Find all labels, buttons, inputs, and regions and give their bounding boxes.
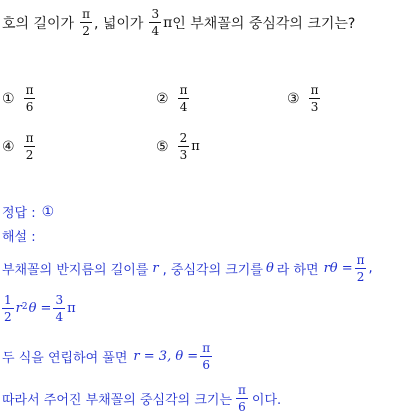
choice-3[interactable] <box>287 84 322 113</box>
variable-r: r <box>15 301 22 316</box>
solution-line-1: 부채꼴의 반지름의 길이를 r , 중심각의 크기를 θ 라 하면 rθ = $\frac{\pi}{2}$ , <box>2 253 373 284</box>
choice-number: ③ <box>287 90 300 107</box>
answer-line <box>2 202 54 221</box>
solution-line-3 <box>2 342 214 371</box>
answer-value: ① <box>41 203 55 220</box>
question-line <box>2 8 355 37</box>
solution-text: , 중심각의 크기를 <box>162 263 263 278</box>
choice-fraction: $\frac{2}{3}$ <box>179 131 188 162</box>
solution-text: 따라서 주어진 부채꼴의 중심각의 크기는 <box>2 393 233 408</box>
choice-fraction: $\frac{\pi}{6}$ <box>25 83 34 114</box>
pi-symbol: π <box>67 301 76 316</box>
choice-fraction: $\frac{\pi}{2}$ <box>25 131 34 162</box>
solution-text: 두 식을 연립하여 풀면 <box>2 351 128 366</box>
choice-number: ④ <box>2 138 15 155</box>
arc-length-fraction: $\frac{\pi}{2}$ <box>82 7 90 38</box>
choice-2[interactable] <box>156 84 191 113</box>
variable-r: r <box>152 261 159 276</box>
choice-5[interactable] <box>156 132 200 161</box>
question-text-1: 호의 길이가 <box>2 15 75 32</box>
area-fraction: $\frac{3}{4}$ <box>151 7 160 38</box>
exponent: 2 <box>21 301 28 312</box>
choice-1[interactable] <box>2 84 37 113</box>
choice-number: ⑤ <box>156 138 169 155</box>
answer-label: 정답 : <box>2 206 36 221</box>
area-fraction: $\frac{3}{4}$ <box>55 293 64 324</box>
solution-text: 라 하면 <box>276 263 319 278</box>
solution-line-4 <box>2 384 281 413</box>
solution-text: 부채꼴의 반지름의 길이를 <box>2 263 149 278</box>
equation: r = 3, θ = <box>133 349 199 364</box>
question-text-2: , 넓이가 <box>93 15 144 32</box>
question-text-3: 인 부채꼴의 중심각의 크기는? <box>172 15 356 32</box>
choice-pi: π <box>191 139 200 154</box>
choice-number: ① <box>2 90 15 107</box>
choice-fraction: $\frac{\pi}{3}$ <box>310 83 319 114</box>
theta-fraction: $\frac{\pi}{6}$ <box>202 341 211 372</box>
result-fraction: $\frac{\pi}{6}$ <box>238 383 246 414</box>
variable-theta: θ <box>265 261 274 276</box>
choice-4[interactable] <box>2 132 37 161</box>
equation-fraction: $\frac{\pi}{2}$ <box>356 253 365 284</box>
solution-title: 해설 : <box>2 230 36 245</box>
choice-number: ② <box>156 90 169 107</box>
equation: rθ = <box>323 261 353 276</box>
solution-text: 이다. <box>251 393 282 408</box>
area-pi: π <box>163 14 173 31</box>
equation: θ = <box>28 301 52 316</box>
half-fraction: $\frac{1}{2}$ <box>4 293 12 324</box>
solution-line-2 <box>2 294 76 323</box>
choice-fraction: $\frac{\pi}{4}$ <box>179 83 188 114</box>
